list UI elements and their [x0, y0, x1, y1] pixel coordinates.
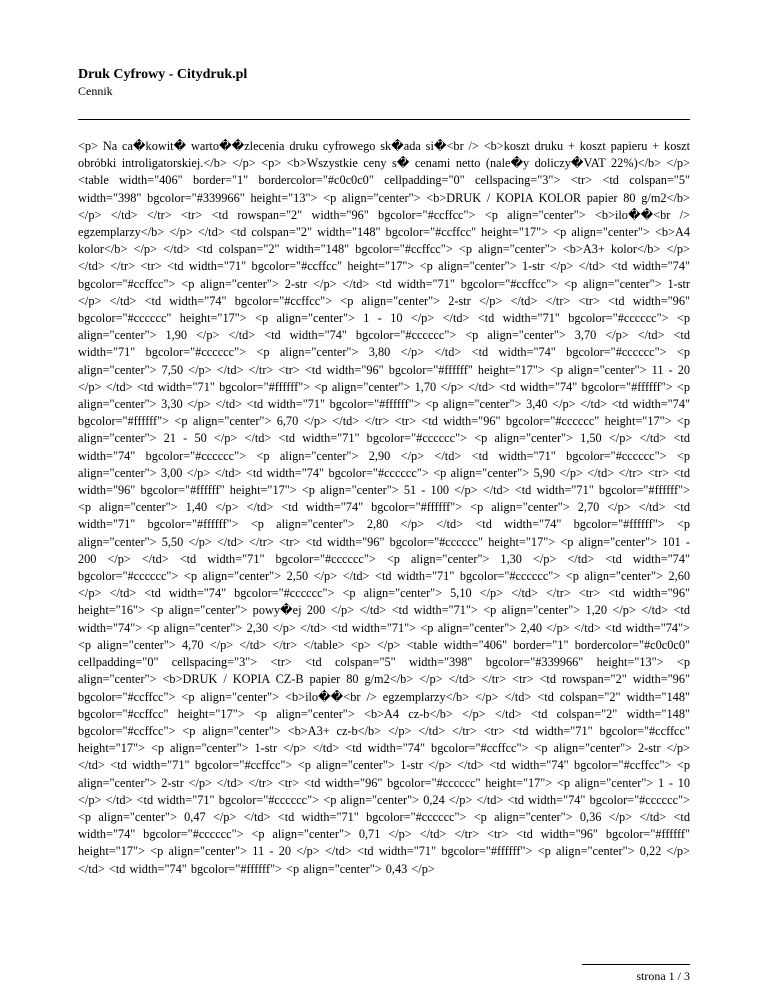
raw-html-text: <p> Na ca�kowit� warto��zlecenia druku cyfrowego sk�ada si�<br /> <b>koszt druku + koszt papieru + koszt obróbki introligatorskiej.</b> </p> <p> <b>Wszystkie ceny s� cenami netto (nale�y doliczy�VAT 22%)</b> </p> <table width="406" border="1" bordercolor="#c0c0c0" cellpadding="0" cellspacing="3"> <tr> <td colspan="5" width="398" bgcolor="#339966" height="13"> <p align="center"> <b>DRUK / KOPIA KOLOR papier 80 g/m2</b> </p> </td> </tr> <tr> <td rowspan="2" width="96" bgcolor="#ccffcc"> <p align="center"> <b>ilo��<br /> egzemplarzy</b> </p> </td> <td colspan="2" width="148" bgcolor="#ccffcc" height="17"> <p align="center"> <b>A4 kolor</b> </p> </td> <td colspan="2" width="148" bgcolor="#ccffcc"> <p align="center"> <b>A3+ kolor</b> </p> </td> </tr> <tr> <td width="71" bgcolor="#ccffcc" height="17"> <p align="center"> 1-str </p> </td> <td width="74" bgcolor="#ccffcc"> <p align="center"> 2-str </p> </td> <td width="71" bgcolor="#ccffcc"> <p align="center"> 1-str </p> </td> <td width="74" bgcolor="#ccffcc"> <p align="center"> 2-str </p> </td> </tr> <tr> <td width="96" bgcolor="#cccccc" height="17"> <p align="center"> 1 - 10 </p> </td> <td width="71" bgcolor="#cccccc"> <p align="center"> 1,90 </p> </td> <td width="74" bgcolor="#cccccc"> <p align="center"> 3,70 </p> </td> <td width="71" bgcolor="#cccccc"> <p align="center"> 3,80 </p> </td> <td width="74" bgcolor="#cccccc"> <p align="center"> 7,50 </p> </td> </tr> <tr> <td width="96" bgcolor="#ffffff" height="17"> <p align="center"> 11 - 20 </p> </td> <td width="71" bgcolor="#ffffff"> <p align="center"> 1,70 </p> </td> <td width="74" bgcolor="#ffffff"> <p align="center"> 3,30 </p> </td> <td width="71" bgcolor="#ffffff"> <p align="center"> 3,40 </p> </td> <td width="74" bgcolor="#ffffff"> <p align="center"> 6,70 </p> </td> </tr> <tr> <td width="96" bgcolor="#cccccc" height="17"> <p align="center"> 21 - 50 </p> </td> <td width="71" bgcolor="#cccccc"> <p align="center"> 1,50 </p> </td> <td width="74" bgcolor="#cccccc"> <p align="center"> 2,90 </p> </td> <td width="71" bgcolor="#cccccc"> <p align="center"> 3,00 </p> </td> <td width="74" bgcolor="#cccccc"> <p align="center"> 5,90 </p> </td> </tr> <tr> <td width="96" bgcolor="#ffffff" height="17"> <p align="center"> 51 - 100 </p> </td> <td width="71" bgcolor="#ffffff"> <p align="center"> 1,40 </p> </td> <td width="74" bgcolor="#ffffff"> <p align="center"> 2,70 </p> </td> <td width="71" bgcolor="#ffffff"> <p align="center"> 2,80 </p> </td> <td width="74" bgcolor="#ffffff"> <p align="center"> 5,50 </p> </td> </tr> <tr> <td width="96" bgcolor="#cccccc" height="17"> <p align="center"> 101 - 200 </p> </td> <td width="71" bgcolor="#cccccc"> <p align="center"> 1,30 </p> </td> <td width="74" bgcolor="#cccccc"> <p align="center"> 2,50 </p> </td> <td width="71" bgcolor="#cccccc"> <p align="center"> 2,60 </p> </td> <td width="74" bgcolor="#cccccc"> <p align="center"> 5,10 </p> </td> </tr> <tr> <td width="96" height="16"> <p align="center"> powy�ej 200 </p> </td> <td width="71"> <p align="center"> 1,20 </p> </td> <td width="74"> <p align="center"> 2,30 </p> </td> <td width="71"> <p align="center"> 2,40 </p> </td> <td width="74"> <p align="center"> 4,70 </p> </td> </tr> </table> <p> </p> <table width="406" border="1" bordercolor="#c0c0c0" cellpadding="0" cellspacing="3"> <tr> <td colspan="5" width="398" bgcolor="#339966" height="13"> <p align="center"> <b>DRUK / KOPIA CZ-B papier 80 g/m2</b> </p> </td> </tr> <tr> <td rowspan="2" width="96" bgcolor="#ccffcc"> <p align="center"> <b>ilo��<br /> egzemplarzy</b> </p> </td> <td colspan="2" width="148" bgcolor="#ccffcc" height="17"> <p align="center"> <b>A4 cz-b</b> </p> </td> <td colspan="2" width="148" bgcolor="#ccffcc"> <p align="center"> <b>A3+ cz-b</b> </p> </td> </tr> <tr> <td width="71" bgcolor="#ccffcc" height="17"> <p align="center"> 1-str </p> </td> <td width="74" bgcolor="#ccffcc"> <p align="center"> 2-str </p> </td> <td width="71" bgcolor="#ccffcc"> <p align="center"> 1-str </p> </td> <td width="74" bgcolor="#ccffcc"> <p align="center"> 2-str </p> </td> </tr> <tr> <td width="96" bgcolor="#cccccc" height="17"> <p align="center"> 1 - 10 </p> </td> <td width="71" bgcolor="#cccccc"> <p align="center"> 0,24 </p> </td> <td width="74" bgcolor="#cccccc"> <p align="center"> 0,47 </p> </td> <td width="71" bgcolor="#cccccc"> <p align="center"> 0,36 </p> </td> <td width="74" bgcolor="#cccccc"> <p align="center"> 0,71 </p> </td> </tr> <tr> <td width="96" bgcolor="#ffffff" height="17"> <p align="center"> 11 - 20 </p> </td> <td width="71" bgcolor="#ffffff"> <p align="center"> 0,22 </p> </td> <td width="74" bgcolor="#ffffff"> <p align="center"> 0,43 </p> [78, 139, 690, 876]
document-page [78, 60, 690, 878]
footer-divider [582, 964, 690, 965]
page-title: Druk Cyfrowy - Citydruk.pl [78, 67, 248, 82]
page-number: strona 1 / 3 [636, 969, 690, 983]
header-divider [78, 119, 690, 120]
page-subtitle: Cennik [78, 84, 113, 98]
